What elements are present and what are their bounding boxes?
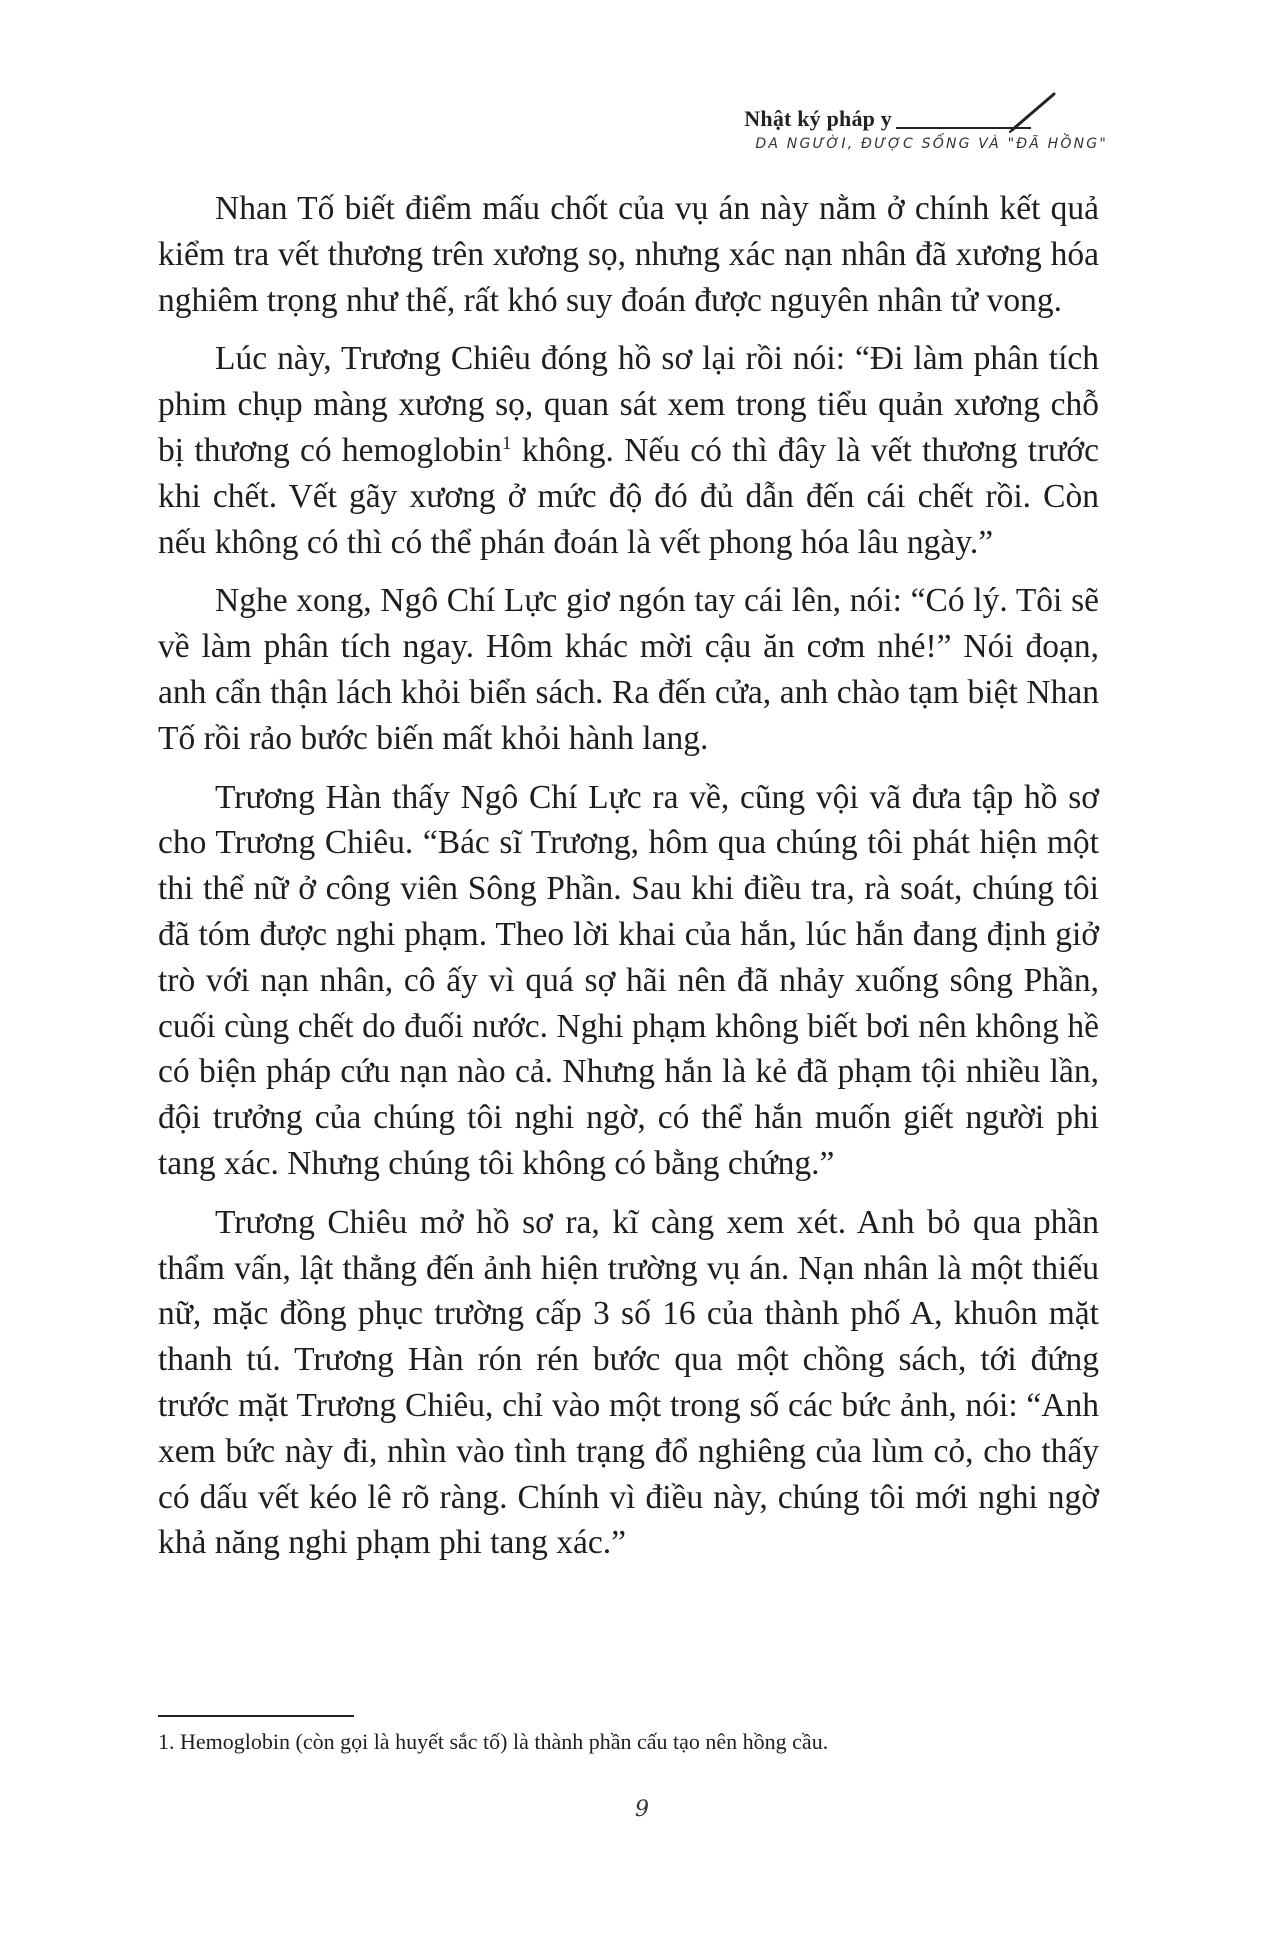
running-header xyxy=(0,0,1284,160)
header-subtitle: DA NGƯỜI, ĐƯỢC SỐNG VÀ "ĐÃ HỒNG" xyxy=(755,136,1108,152)
body-text xyxy=(158,186,1099,1579)
paragraph: Trương Chiêu mở hồ sơ ra, kĩ càng xem xét. Anh bỏ qua phần thẩm vấn, lật thẳng đến ảnh hiện trường vụ án. Nạn nhân là một thiếu nữ, mặc đồng phục trường cấp 3 số 16 của thành phố A, khuôn mặt thanh tú. Trương Hàn rón rén bước qua một chồng sách, tới đứng trước mặt Trương Chiêu, chỉ vào một trong số các bức ảnh, nói: “Anh xem bức này đi, nhìn vào tình trạng đổ nghiêng của lùm cỏ, cho thấy có dấu vết kéo lê rõ ràng. Chính vì điều này, chúng tôi mới nghi ngờ khả năng nghi phạm phi tang xác.” xyxy=(158,1203,1099,1562)
paragraph: Nhan Tố biết điểm mấu chốt của vụ án này nằm ở chính kết quả kiểm tra vết thương trên xương sọ, nhưng xác nạn nhân đã xương hóa nghiêm trọng như thế, rất khó suy đoán được nguyên nhân tử vong. xyxy=(158,190,1099,319)
paragraph: Nghe xong, Ngô Chí Lực giơ ngón tay cái lên, nói: “Có lý. Tôi sẽ về làm phân tích ngay. Hôm khác mời cậu ăn cơm nhé!” Nói đoạn, anh cẩn thận lách khỏi biển sách. Ra đến cửa, anh chào tạm biệt Nhan Tố rồi rảo bước biến mất khỏi hành lang. xyxy=(158,582,1099,757)
paragraph: Trương Hàn thấy Ngô Chí Lực ra về, cũng vội vã đưa tập hồ sơ cho Trương Chiêu. “Bác sĩ Trương, hôm qua chúng tôi phát hiện một thi thể nữ ở công viên Sông Phần. Sau khi điều tra, rà soát, chúng tôi đã tóm được nghi phạm. Theo lời khai của hắn, lúc hắn đang định giở trò với nạn nhân, cô ấy vì quá sợ hãi nên đã nhảy xuống sông Phần, cuối cùng chết do đuối nước. Nghi phạm không biết bơi nên không hề có biện pháp cứu nạn nào cả. Nhưng hắn là kẻ đã phạm tội nhiều lần, đội trưởng của chúng tôi nghi ngờ, có thể hắn muốn giết người phi tang xác. Nhưng chúng tôi không có bằng chứng.” xyxy=(158,778,1099,1182)
book-title: Nhật ký pháp y xyxy=(744,106,892,131)
page-number: 9 xyxy=(635,1797,649,1822)
footnote: 1. Hemoglobin (còn gọi là huyết sắc tố) là thành phần cấu tạo nên hồng cầu. xyxy=(158,1729,829,1754)
footnote-marker: 1 xyxy=(501,432,512,454)
paragraph-text: không. Nếu có thì đây là vết thương trước khi chết. Vết gãy xương ở mức độ đó đủ dẫn đến cái chết rồi. Còn nếu không có thì có thể phán đoán là vết phong hóa lâu ngày.” xyxy=(158,431,1099,561)
paragraph-text: Lúc này, Trương Chiêu đóng hồ sơ lại rồi nói: “Đi làm phân tích phim chụp màng xương sọ, quan sát xem trong tiểu quản xương chỗ bị thương có hemoglobin xyxy=(158,340,1099,469)
footnote-separator xyxy=(158,1715,354,1717)
pen-stroke-icon xyxy=(1008,88,1060,134)
paragraph xyxy=(158,336,1099,565)
